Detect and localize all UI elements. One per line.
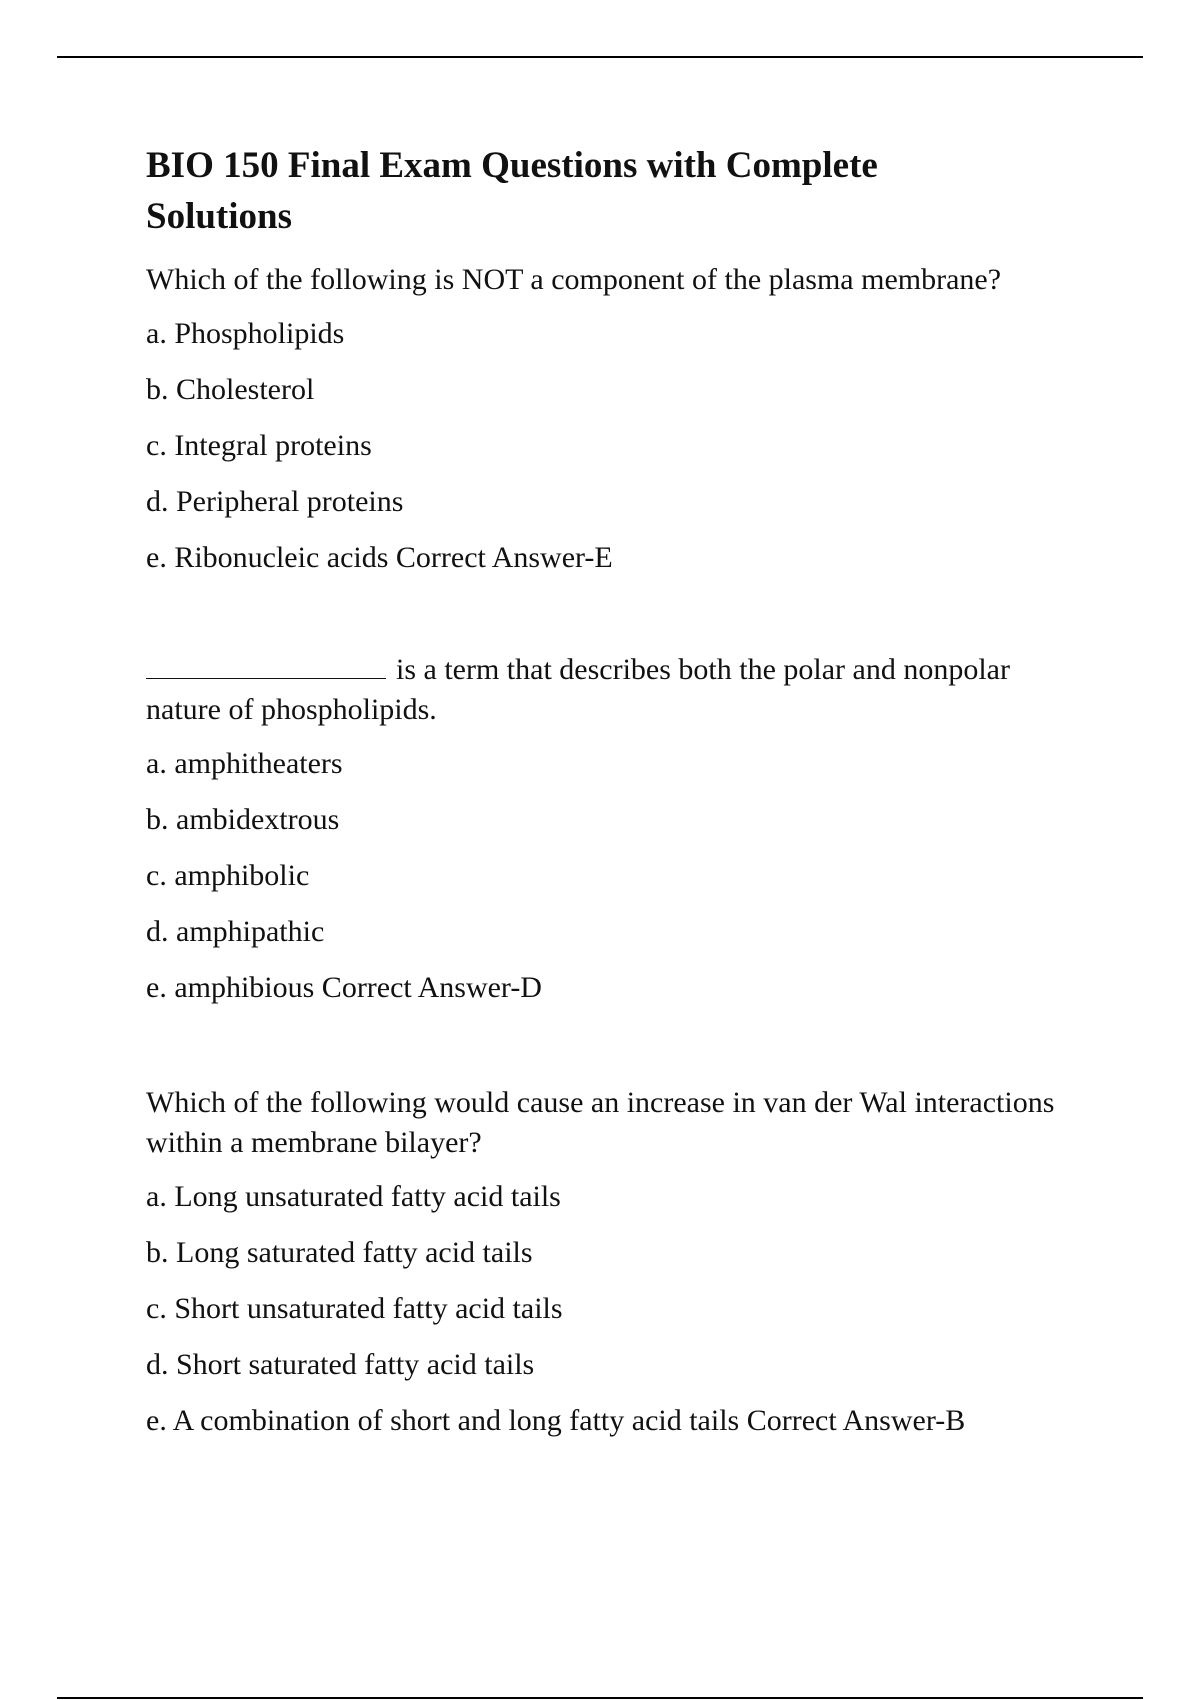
question-text-body: is a term that describes both the polar and nonpolar nature of phospholipids.	[146, 653, 1010, 726]
option-e-with-answer: e. Ribonucleic acids Correct Answer-E	[146, 541, 613, 574]
document-title: BIO 150 Final Exam Questions with Complete Solutions	[146, 145, 878, 237]
option-c: c. amphibolic	[146, 859, 310, 892]
option-a: a. Long unsaturated fatty acid tails	[146, 1180, 561, 1213]
top-rule	[57, 56, 1143, 58]
option-d: d. Peripheral proteins	[146, 485, 404, 518]
option-a: a. Phospholipids	[146, 317, 345, 350]
option-b: b. Long saturated fatty acid tails	[146, 1236, 533, 1269]
option-a: a. amphitheaters	[146, 747, 343, 780]
question-2	[146, 650, 1086, 1008]
option-e-with-answer: e. amphibious Correct Answer-D	[146, 971, 542, 1004]
option-c: c. Integral proteins	[146, 429, 372, 462]
option-b: b. Cholesterol	[146, 373, 315, 406]
spacer	[146, 578, 1086, 650]
spacer	[146, 1008, 1086, 1083]
question-text: Which of the following is NOT a component of the plasma membrane?	[146, 263, 1002, 296]
option-b: b. ambidextrous	[146, 803, 340, 836]
bottom-rule	[57, 1697, 1143, 1699]
option-e-with-answer: e. A combination of short and long fatty acid tails Correct Answer-B	[146, 1404, 966, 1437]
fill-in-blank	[146, 650, 386, 679]
option-d: d. Short saturated fatty acid tails	[146, 1348, 535, 1381]
option-d: d. amphipathic	[146, 915, 325, 948]
question-1	[146, 260, 1086, 578]
question-3	[146, 1083, 1086, 1441]
document-body	[146, 140, 1086, 1441]
question-text	[146, 650, 1086, 730]
option-c: c. Short unsaturated fatty acid tails	[146, 1292, 563, 1325]
question-text: Which of the following would cause an increase in van der Wal interactions within a membrane bilayer?	[146, 1086, 1055, 1159]
